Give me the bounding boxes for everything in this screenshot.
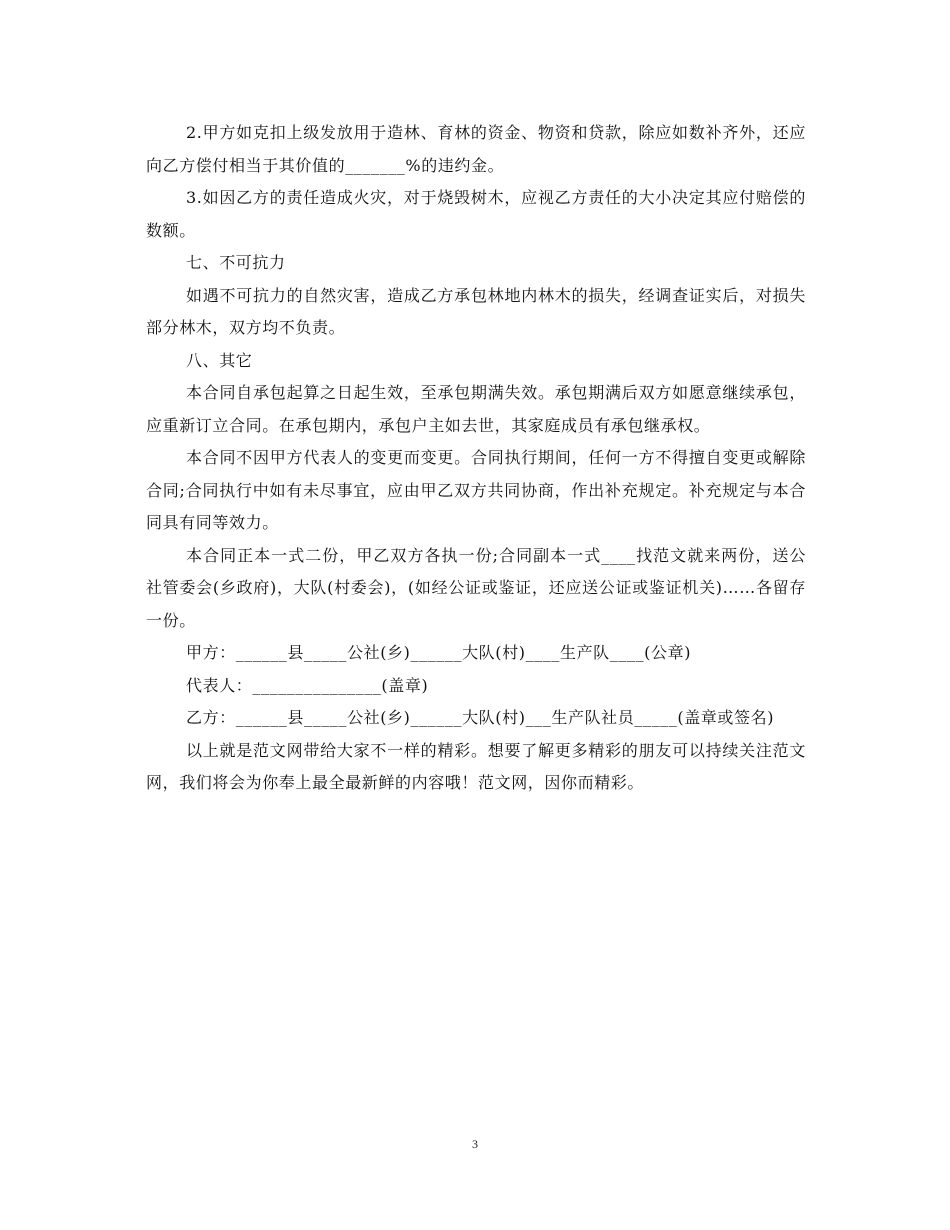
section-heading-other: 八、其它 [186,350,253,370]
paragraph-breach-penalty: 2.甲方如克扣上级发放用于造林、育林的资金、物资和贷款，除应如数补齐外，还应向乙方偿付相当于其价值的_______%的违约金。 [146,123,806,175]
document-body [146,117,806,800]
paragraph-effective-term: 本合同自承包起算之日起生效，至承包期满失效。承包期满后双方如愿意继续承包，应重新订立合同。在承包期内，承包户主如去世，其家庭成员有承包继承权。 [146,383,806,435]
paragraph-fire-liability: 3.如因乙方的责任造成火灾，对于烧毁树木，应视乙方责任的大小决定其应付赔偿的数额。 [146,188,806,240]
signature-line-party-a: 甲方：______县_____公社(乡)______大队(村)____生产队____(公章) [186,643,692,662]
section-heading-force-majeure: 七、不可抗力 [186,253,286,272]
paragraph-contract-changes: 本合同不因甲方代表人的变更而变更。合同执行期间，任何一方不得擅自变更或解除合同;合同执行中如有未尽事宜，应由甲乙双方共同协商，作出补充规定。补充规定与本合同具有同等效力。 [146,448,806,532]
paragraph-copies: 本合同正本一式二份，甲乙双方各执一份;合同副本一式____找范文就来两份，送公社管委会(乡政府)，大队(村委会)，(如经公证或鉴证，还应送公证或鉴证机关)……各留存一份。 [146,545,806,630]
paragraph-force-majeure: 如遇不可抗力的自然灾害，造成乙方承包林地内林木的损失，经调查证实后，对损失部分林木，双方均不负责。 [146,285,806,337]
signature-line-representative: 代表人：_______________(盖章) [186,675,429,695]
paragraph-closing-note: 以上就是范文网带给大家不一样的精彩。想要了解更多精彩的朋友可以持续关注范文网，我们将会为你奉上最全最新鲜的内容哦！范文网，因你而精彩。 [146,740,806,792]
signature-line-party-b: 乙方：______县_____公社(乡)______大队(村)___生产队社员_____(盖章或签名) [186,708,775,727]
page-number: 3 [472,1137,478,1151]
